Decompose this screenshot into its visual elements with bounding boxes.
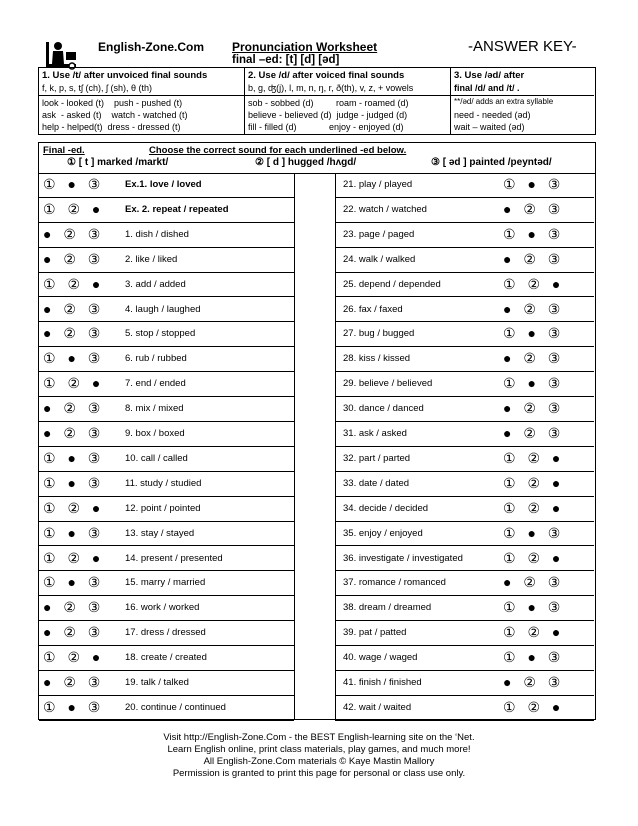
answer-choices[interactable]: ● ② ③ <box>503 400 565 417</box>
rule-example: fill - filled (d) enjoy - enjoyed (d) <box>248 122 404 132</box>
table-row <box>335 422 594 447</box>
verb-pair: 25. depend / depended <box>343 278 441 290</box>
site-name: English-Zone.Com <box>98 40 204 54</box>
table-row <box>39 596 294 621</box>
verb-pair: 29. believe / believed <box>343 378 433 390</box>
answer-choices[interactable]: ① ● ③ <box>503 649 565 666</box>
verb-pair: 33. date / dated <box>343 477 410 489</box>
verb-pair: 16. work / worked <box>125 602 200 614</box>
table-row <box>39 497 294 522</box>
verb-pair: 4. laugh / laughed <box>125 303 201 315</box>
answer-choices[interactable]: ① ● ③ <box>503 225 565 242</box>
footer-line: Permission is granted to print this page for personal or class use only. <box>172 768 466 779</box>
table-row <box>335 472 594 497</box>
verb-pair: 10. call / called <box>125 452 188 464</box>
table-row <box>39 298 294 323</box>
rule-extra-syllable <box>451 68 594 134</box>
rule-heading: 3. Use /əd/ after <box>454 70 525 81</box>
rule-example: wait – waited (əd) <box>454 122 525 132</box>
answer-choices[interactable]: ● ② ③ <box>503 300 565 317</box>
answer-choices[interactable]: ● ② ③ <box>503 200 565 217</box>
answer-choices[interactable]: ① ② ● <box>503 698 565 715</box>
verb-pair: 40. wage / waged <box>343 652 418 664</box>
verb-pair: 20. continue / continued <box>125 701 226 713</box>
rule-unvoiced <box>39 68 245 134</box>
verb-pair: 41. finish / finished <box>343 677 422 688</box>
answer-choices[interactable]: ● ② ③ <box>503 250 565 267</box>
answer-choices[interactable]: ① ② ● <box>503 549 565 566</box>
verb-pair: 23. page / paged <box>343 228 415 240</box>
rule-example: look - looked (t) push - pushed (t) <box>42 98 183 108</box>
rule-example: need - needed (əd) <box>454 110 531 120</box>
verb-pair: 22. watch / watched <box>343 203 427 215</box>
answer-choices[interactable]: ① ② ● <box>503 449 565 466</box>
page-title: Pronunciation Worksheet <box>232 40 378 54</box>
rule-example: believe - believed (d) judge - judged (d) <box>248 110 408 120</box>
footer-line: All English-Zone.Com materials © Kaye Mastin Mallory <box>203 756 435 767</box>
answer-choices[interactable]: ① ● ③ <box>43 474 105 491</box>
verb-pair: 27. bug / bugged <box>343 328 415 340</box>
answer-choices[interactable]: ① ● ③ <box>43 524 105 541</box>
verb-pair: 8. mix / mixed <box>125 403 184 415</box>
verb-pair: 9. box / boxed <box>125 428 185 439</box>
column-divider <box>294 173 295 719</box>
answer-choices[interactable]: ① ② ● <box>43 275 105 292</box>
option-d: ② [ d ] hugged /hʌgd/ <box>255 157 357 168</box>
answer-choices[interactable]: ① ● ③ <box>43 449 105 466</box>
answer-choices[interactable]: ● ② ③ <box>43 425 105 441</box>
table-row <box>39 621 294 646</box>
table-row <box>39 322 294 347</box>
table-row <box>335 596 594 621</box>
answer-choices[interactable]: ① ● ③ <box>503 524 565 541</box>
table-row <box>39 646 294 671</box>
answer-choices[interactable]: ① ● ③ <box>43 574 105 591</box>
rule-note: **/əd/ adds an extra syllable <box>454 97 554 106</box>
answer-key-label: -ANSWER KEY- <box>468 38 577 55</box>
rule-sounds: final /d/ and /t/ . <box>454 83 520 93</box>
answer-choices[interactable]: ● ② ③ <box>43 624 105 641</box>
table-row <box>39 347 294 372</box>
table-row <box>39 223 294 248</box>
table-row <box>39 472 294 497</box>
footer-line: Visit http://English-Zone.Com - the BEST English-learning site on the ‘Net. <box>163 732 475 743</box>
table-row <box>335 173 594 198</box>
verb-pair: 14. present / presented <box>125 552 223 564</box>
answer-choices[interactable]: ● ② ③ <box>503 574 565 591</box>
instructions-text: Choose the correct sound for each underlined -ed below. <box>149 145 407 156</box>
table-row <box>335 223 594 248</box>
footer <box>0 732 638 780</box>
table-row <box>39 372 294 397</box>
table-row <box>39 547 294 572</box>
table-row <box>335 671 594 696</box>
rule-example: sob - sobbed (d) roam - roamed (d) <box>248 98 409 108</box>
answer-choices[interactable]: ● ② ③ <box>43 325 105 342</box>
answer-choices[interactable]: ① ② ● <box>503 624 565 641</box>
verb-pair: 11. study / studied <box>125 477 202 489</box>
verb-pair: 37. romance / romanced <box>343 577 446 589</box>
answer-choices[interactable]: ① ● ③ <box>503 176 565 192</box>
table-row <box>335 397 594 422</box>
page-subtitle: final –ed: [t] [d] [əd] <box>232 54 340 66</box>
table-row <box>335 646 594 671</box>
answer-choices[interactable]: ① ② ● <box>43 375 105 392</box>
verb-pair: Ex.1. love / loved <box>125 179 202 190</box>
verb-pair: 12. point / pointed <box>125 502 201 514</box>
verb-pair: 28. kiss / kissed <box>343 353 411 365</box>
verb-pair: 24. walk / walked <box>343 253 416 265</box>
verb-pair: 2. like / liked <box>125 253 178 265</box>
verb-pair: 17. dress / dressed <box>125 627 206 639</box>
verb-pair: 32. part / parted <box>343 452 411 464</box>
rule-heading: 1. Use /t/ after unvoiced final sounds <box>42 70 208 81</box>
answer-choices[interactable]: ● ② ③ <box>43 300 105 317</box>
verb-pair: 19. talk / talked <box>125 677 189 688</box>
table-row <box>39 397 294 422</box>
answer-choices[interactable]: ● ② ③ <box>503 350 565 367</box>
final-ed-label: Final -ed. <box>43 145 85 156</box>
table-row <box>335 273 594 298</box>
table-row <box>39 447 294 472</box>
answer-choices[interactable]: ① ● ③ <box>503 599 565 616</box>
table-row <box>39 198 294 223</box>
table-row <box>335 347 594 372</box>
table-row <box>39 522 294 547</box>
table-row <box>39 173 294 198</box>
table-row <box>335 322 594 347</box>
answer-choices[interactable]: ① ● ③ <box>43 350 105 367</box>
answer-choices[interactable]: ① ● ③ <box>503 325 565 342</box>
table-row <box>335 372 594 397</box>
verb-pair: 42. wait / waited <box>343 701 412 713</box>
answer-choices[interactable]: ● ② ③ <box>503 674 565 690</box>
answer-choices[interactable]: ① ② ● <box>43 200 105 217</box>
answer-choices[interactable]: ① ② ● <box>43 499 105 516</box>
answer-choices[interactable]: ● ② ③ <box>43 674 105 690</box>
verb-pair: 18. create / created <box>125 652 207 664</box>
answer-choices[interactable]: ① ● ③ <box>503 375 565 392</box>
verb-pair: 3. add / added <box>125 278 186 290</box>
answer-choices[interactable]: ● ② ③ <box>43 400 105 417</box>
verb-pair: 6. rub / rubbed <box>125 353 187 365</box>
table-row <box>335 547 594 572</box>
answer-choices[interactable]: ● ② ③ <box>43 250 105 267</box>
rule-sounds: b, g, ʤ(j), l, m, n, ŋ, r, ð(th), v, z, + vowels <box>248 83 414 93</box>
answer-choices[interactable]: ① ② ● <box>43 649 105 666</box>
table-row <box>39 696 294 721</box>
rule-example: help - helped(t) dress - dressed (t) <box>42 122 181 132</box>
verb-pair: 39. pat / patted <box>343 627 407 639</box>
verb-pair: 34. decide / decided <box>343 502 429 514</box>
rules-box <box>38 67 596 135</box>
verb-pair: 7. end / ended <box>125 378 186 390</box>
table-row <box>335 621 594 646</box>
answer-choices[interactable]: ① ② ● <box>503 275 565 292</box>
verb-pair: 1. dish / dished <box>125 228 189 240</box>
answer-choices[interactable]: ● ② ③ <box>43 599 105 616</box>
table-row <box>335 696 594 721</box>
table-row <box>39 671 294 696</box>
answer-choices[interactable]: ① ② ● <box>43 549 105 566</box>
answer-choices[interactable]: ① ② ● <box>503 499 565 516</box>
verb-pair: 15. marry / married <box>125 577 206 589</box>
rule-voiced <box>245 68 451 134</box>
table-row <box>39 273 294 298</box>
verb-pair: Ex. 2. repeat / repeated <box>125 203 229 215</box>
rule-heading: 2. Use /d/ after voiced final sounds <box>248 70 405 81</box>
option-ed: ③ [ əd ] painted /peyntəd/ <box>431 157 552 168</box>
table-row <box>335 522 594 547</box>
footer-line: Learn English online, print class materials, play games, and much more! <box>167 744 471 755</box>
verb-pair: 38. dream / dreamed <box>343 602 432 614</box>
verb-pair: 30. dance / danced <box>343 403 424 415</box>
verb-pair: 35. enjoy / enjoyed <box>343 527 423 539</box>
verb-pair: 13. stay / stayed <box>125 527 195 539</box>
table-row <box>39 422 294 447</box>
table-row <box>39 248 294 273</box>
answer-choices[interactable]: ① ● ③ <box>43 176 105 192</box>
verb-pair: 31. ask / asked <box>343 428 407 439</box>
table-row <box>335 447 594 472</box>
verb-pair: 21. play / played <box>343 179 413 190</box>
answer-choices[interactable]: ① ② ● <box>503 474 565 491</box>
exercise-box <box>38 142 596 720</box>
rule-example: ask - asked (t) watch - watched (t) <box>42 110 188 120</box>
table-row <box>335 198 594 223</box>
rule-sounds: f, k, p, s, tʃ (ch), ʃ (sh), θ (th) <box>42 83 153 93</box>
table-row <box>335 298 594 323</box>
table-row <box>335 571 594 596</box>
answer-choices[interactable]: ● ② ③ <box>43 225 105 242</box>
answer-choices[interactable]: ● ② ③ <box>503 425 565 441</box>
instructions <box>39 143 595 174</box>
table-row <box>335 497 594 522</box>
table-row <box>39 571 294 596</box>
answer-choices[interactable]: ① ● ③ <box>43 698 105 715</box>
table-row <box>335 248 594 273</box>
verb-pair: 36. investigate / investigated <box>343 552 463 564</box>
option-t: ① [ t ] marked /markt/ <box>67 157 169 168</box>
verb-pair: 5. stop / stopped <box>125 328 196 340</box>
verb-pair: 26. fax / faxed <box>343 303 403 315</box>
